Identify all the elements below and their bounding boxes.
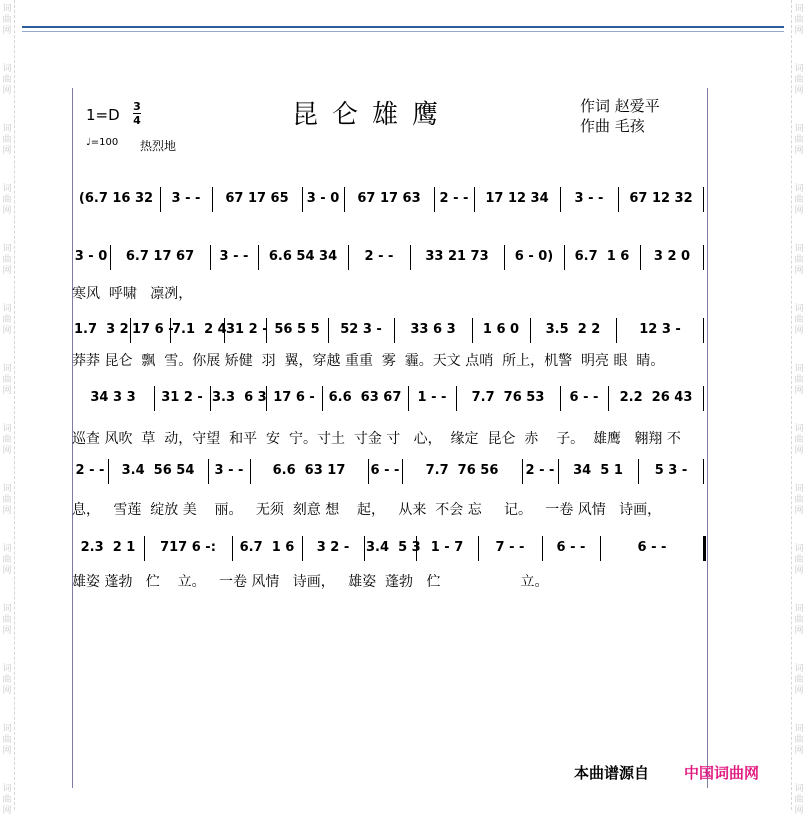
bar-line	[703, 459, 704, 484]
watermark-mark: 词 曲 网	[794, 124, 804, 156]
bar-line	[416, 536, 417, 561]
measure: 3 - -	[574, 191, 604, 206]
measure: 717 6 -:	[160, 540, 216, 555]
notation-row	[72, 457, 706, 485]
bar-line	[558, 459, 559, 484]
bar-line	[703, 187, 704, 212]
measure: 1 - -	[417, 390, 447, 405]
bar-line	[130, 318, 131, 343]
bar-line	[210, 245, 211, 270]
bar-line	[266, 386, 267, 411]
watermark-mark: 词 曲 网	[794, 364, 804, 396]
measure: 2 - -	[75, 463, 105, 478]
bar-line	[638, 459, 639, 484]
watermark-mark: 词 曲 网	[2, 244, 12, 276]
measure: 6.7 17 67	[125, 249, 195, 264]
song-title: 昆仑雄鹰	[292, 100, 453, 130]
bar-line	[368, 459, 369, 484]
watermark-column-right	[791, 0, 806, 816]
notation-row	[72, 534, 706, 562]
bar-line	[144, 536, 145, 561]
bar-line	[434, 187, 435, 212]
watermark-mark: 词 曲 网	[794, 184, 804, 216]
bar-line	[703, 318, 704, 343]
measure: 3 - -	[214, 463, 244, 478]
measure: 3 - 0	[74, 249, 108, 264]
bar-line	[608, 386, 609, 411]
measure: 31 2 -	[161, 390, 203, 405]
measure: 2.2 26 43	[619, 390, 693, 405]
measure: 67 17 65	[225, 191, 289, 206]
watermark-mark: 词 曲 网	[2, 184, 12, 216]
measure: 1.7 3 2	[74, 322, 129, 337]
measure: 2 - -	[439, 191, 469, 206]
bar-line	[364, 536, 365, 561]
bar-line	[258, 245, 259, 270]
lyric-line-3: 巡查 风吹 草 动，守望 和平 安 宁。寸土 寸金 寸 心， 缘定 昆仑 赤 子。 雄鹰 翱翔 不	[72, 431, 681, 447]
bar-line	[504, 245, 505, 270]
measure: 6 - -	[370, 463, 400, 478]
watermark-mark: 词 曲 网	[2, 724, 12, 756]
watermark-mark: 词 曲 网	[794, 424, 804, 456]
bar-line	[560, 187, 561, 212]
measure: 6 - -	[556, 540, 586, 555]
bar-line	[600, 536, 601, 561]
measure: 7 - -	[495, 540, 525, 555]
measure: 67 12 32	[629, 191, 693, 206]
measure: 2.3 2 1	[80, 540, 136, 555]
watermark-mark: 词 曲 网	[794, 664, 804, 696]
watermark-mark: 词 曲 网	[794, 604, 804, 636]
measure: 6.7 1 6	[574, 249, 630, 264]
lyricist-credit: 作词 赵爱平	[580, 97, 660, 115]
measure: 3 2 0	[653, 249, 691, 264]
measure: 6.6 54 34	[268, 249, 338, 264]
measure: 7.7 76 56	[425, 463, 499, 478]
bar-line	[212, 187, 213, 212]
bar-line	[348, 245, 349, 270]
measure: 7.7 76 53	[471, 390, 545, 405]
measure: 33 6 3	[410, 322, 456, 337]
bar-line	[302, 536, 303, 561]
watermark-mark: 词 曲 网	[794, 724, 804, 756]
measure: 17 12 34	[485, 191, 549, 206]
measure: 3.4 56 54	[121, 463, 195, 478]
measure: 67 17 63	[357, 191, 421, 206]
lyric-line-2: 莽莽 昆仑 飘 雪。你展 矫健 羽 翼，穿越 重重 雾 霾。天文 点哨 所上，机警 明亮 眼 睛。	[72, 353, 665, 369]
bar-line	[618, 187, 619, 212]
bar-line	[560, 386, 561, 411]
watermark-mark: 词 曲 网	[794, 244, 804, 276]
watermark-mark: 词 曲 网	[794, 64, 804, 96]
bar-line	[408, 386, 409, 411]
measure: 17 6 -	[273, 390, 315, 405]
source-label: 本曲谱源自	[574, 764, 650, 782]
measure: 6.6 63 67	[328, 390, 402, 405]
measure: 6.6 63 17	[272, 463, 346, 478]
bar-line	[478, 536, 479, 561]
measure: 6 - -	[569, 390, 599, 405]
watermark-mark: 词 曲 网	[2, 424, 12, 456]
measure: 2 - -	[364, 249, 394, 264]
bar-line	[322, 386, 323, 411]
watermark-mark: 词 曲 网	[794, 4, 804, 36]
bar-line	[474, 187, 475, 212]
lyric-line-5: 雄姿 蓬勃 伫 立。 一卷 风情 诗画， 雄姿 蓬勃 伫 立。	[72, 574, 549, 590]
notation-row	[72, 185, 706, 213]
watermark-mark: 词 曲 网	[794, 784, 804, 816]
watermark-mark: 词 曲 网	[2, 4, 12, 36]
bar-line	[522, 459, 523, 484]
bar-line	[170, 318, 171, 343]
measure: 3 2 -	[316, 540, 350, 555]
expression-mark: 热烈地	[140, 139, 177, 153]
time-sig-bottom: 4	[133, 114, 141, 127]
measure: 3.5 2 2	[545, 322, 601, 337]
measure: (6.7 16 32	[78, 191, 154, 206]
time-signature	[133, 101, 141, 126]
measure: 3.3 6 3	[212, 390, 267, 405]
bar-line	[564, 245, 565, 270]
watermark-mark: 词 曲 网	[2, 124, 12, 156]
measure: 5 3 -	[654, 463, 688, 478]
bar-line	[410, 245, 411, 270]
bar-line	[266, 318, 267, 343]
watermark-mark: 词 曲 网	[2, 364, 12, 396]
lyric-line-4: 息， 雪莲 绽放 美 丽。 无须 刻意 想 起， 从来 不会 忘 记。 一卷 风情 诗画，	[72, 502, 662, 518]
bar-line	[394, 318, 395, 343]
measure: 1 6 0	[482, 322, 520, 337]
watermark-mark: 词 曲 网	[2, 544, 12, 576]
bar-line	[616, 318, 617, 343]
notation-row	[72, 243, 706, 271]
measure: 3 - 0	[306, 191, 340, 206]
watermark-mark: 词 曲 网	[794, 484, 804, 516]
bar-line	[154, 386, 155, 411]
bar-line	[302, 187, 303, 212]
measure: 34 3 3	[90, 390, 136, 405]
watermark-mark: 词 曲 网	[2, 784, 12, 816]
bar-line	[344, 187, 345, 212]
measure: 6.7 1 6	[239, 540, 295, 555]
measure: 56 5 5	[274, 322, 320, 337]
bar-line	[108, 459, 109, 484]
measure: 6 - -	[637, 540, 667, 555]
site-link[interactable]: 中国词曲网	[684, 764, 760, 782]
watermark-column-left	[0, 0, 15, 816]
watermark-mark: 词 曲 网	[794, 544, 804, 576]
bar-line	[232, 536, 233, 561]
bar-line	[250, 459, 251, 484]
bar-line	[530, 318, 531, 343]
measure: 31 2 -	[226, 322, 268, 337]
bar-line	[703, 386, 704, 411]
watermark-mark: 词 曲 网	[2, 664, 12, 696]
bar-line	[640, 245, 641, 270]
bar-line	[402, 459, 403, 484]
header-subrule	[22, 31, 784, 32]
bar-line	[160, 187, 161, 212]
measure: 7.1 2 4	[172, 322, 227, 337]
measure: 3 - -	[219, 249, 249, 264]
bar-line	[703, 245, 704, 270]
notation-row	[72, 316, 706, 344]
watermark-mark: 词 曲 网	[2, 604, 12, 636]
key-signature: 1=D	[86, 106, 120, 124]
measure: 12 3 -	[639, 322, 681, 337]
measure: 3.4 5 3	[366, 540, 421, 555]
measure: 34 5 1	[573, 463, 623, 478]
composer-credit: 作曲 毛孩	[580, 117, 645, 135]
measure: 17 6 -	[132, 322, 174, 337]
bar-line	[210, 386, 211, 411]
watermark-mark: 词 曲 网	[2, 304, 12, 336]
bar-line	[208, 459, 209, 484]
watermark-mark: 词 曲 网	[2, 64, 12, 96]
measure: 3 - -	[171, 191, 201, 206]
measure: 1 - 7	[430, 540, 464, 555]
bar-line	[456, 386, 457, 411]
watermark-mark: 词 曲 网	[2, 484, 12, 516]
bar-line	[703, 536, 706, 561]
header-rule	[22, 26, 784, 28]
bar-line	[224, 318, 225, 343]
tempo-mark: ♩=100	[86, 137, 119, 148]
notation-row	[72, 384, 706, 412]
watermark-mark: 词 曲 网	[794, 304, 804, 336]
measure: 52 3 -	[340, 322, 382, 337]
bar-line	[328, 318, 329, 343]
time-sig-top: 3	[133, 100, 141, 113]
bar-line	[472, 318, 473, 343]
lyric-line-1: 寒风 呼啸 凛冽，	[72, 286, 193, 302]
measure: 2 - -	[525, 463, 555, 478]
bar-line	[542, 536, 543, 561]
measure: 33 21 73	[425, 249, 489, 264]
bar-line	[110, 245, 111, 270]
measure: 6 - 0)	[514, 249, 554, 264]
